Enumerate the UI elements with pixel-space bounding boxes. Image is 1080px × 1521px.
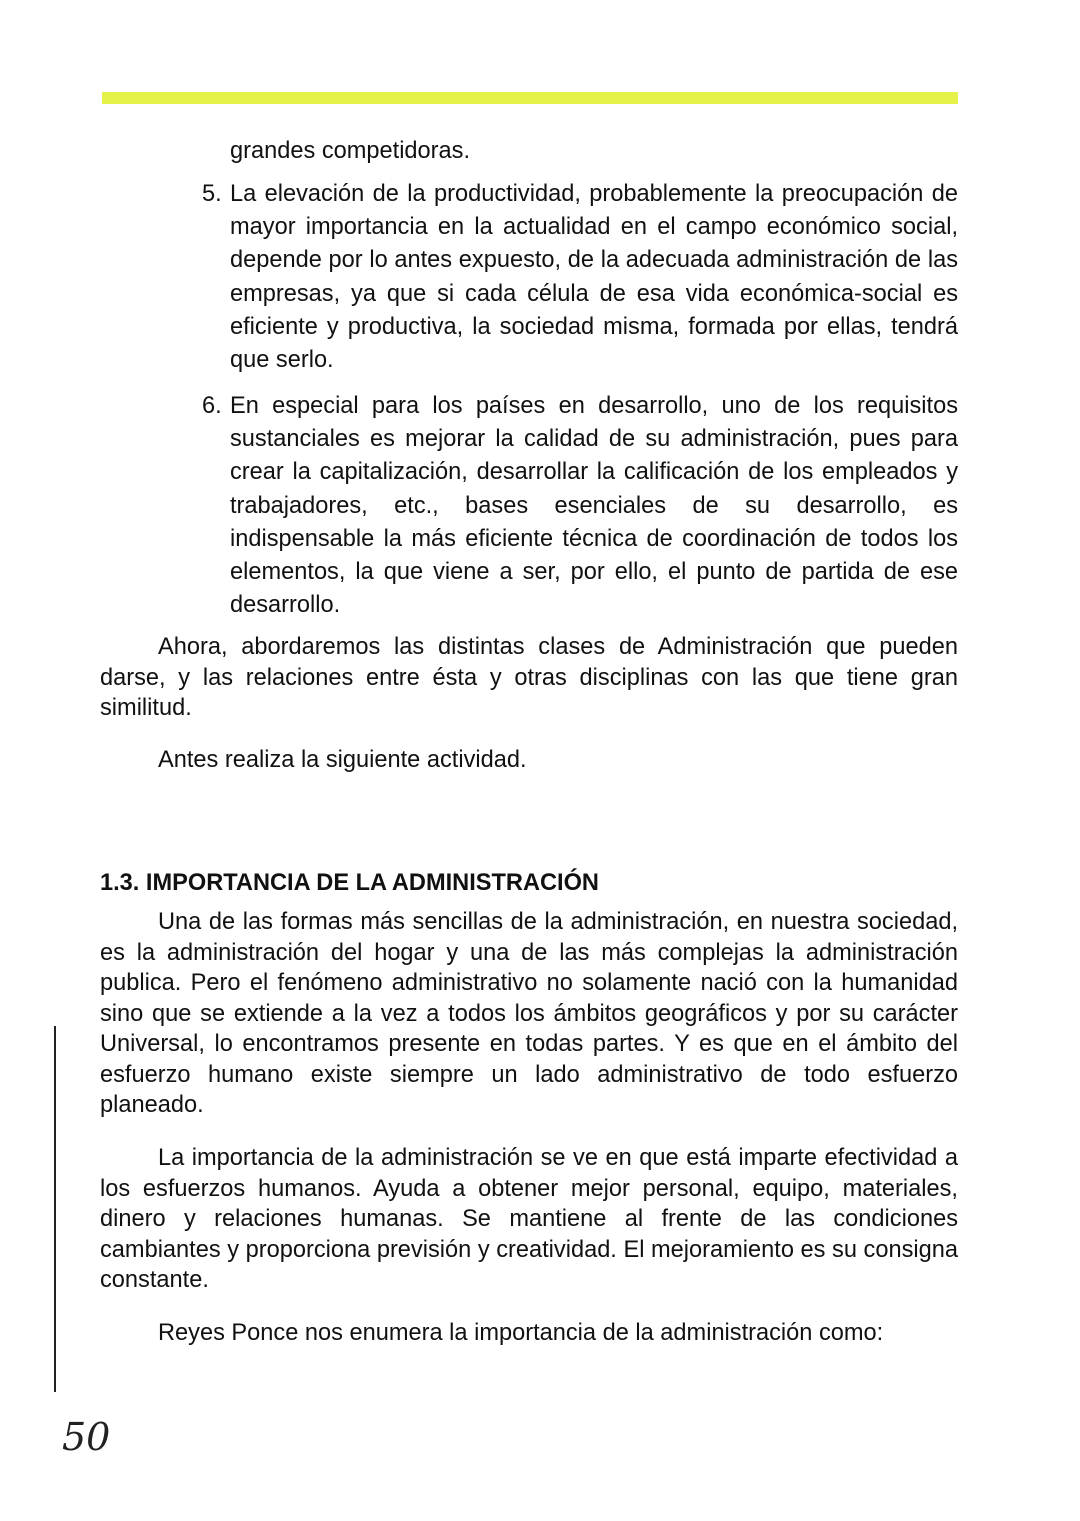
list-item-5 [202,178,958,377]
list-item-number: 6. [202,393,222,419]
list-item-6 [202,390,958,622]
intro-paragraph: Ahora, abordaremos las distintas clases de Administración que pueden darse, y las relaciones entre ésta y otras disciplinas con las que tiene gran similitud. [100,634,958,721]
page-number: 50 [62,1415,111,1459]
section-paragraph-3: Reyes Ponce nos enumera la importancia de la administración como: [158,1320,884,1346]
section-paragraph-1: Una de las formas más sencillas de la administración, en nuestra sociedad, es la administración del hogar y una de las más complejas la administración publica. Pero el fenómeno administrativo no solamente nació con la humanidad sino que se extiende a la vez a todos los ámbitos geográficos y por su carácter Universal, lo encontramos presente en todas partes. Y es que en el ámbito del esfuerzo humano existe siempre un lado administrativo de todo esfuerzo planeado. [100,909,958,1118]
margin-rule [54,1026,56,1392]
list-item-text: La elevación de la productividad, probablemente la preocupación de mayor importancia en la actualidad en el campo económico social, depende por lo antes expuesto, de la adecuada administración de las empresas, ya que si cada célula de esa vida económica-social es eficiente y productiva, la sociedad misma, formada por ellas, tendrá que serlo. [230,181,958,374]
list-continuation: grandes competidoras. [230,138,471,164]
section-paragraph-2: La importancia de la administración se ve en que está imparte efectividad a los esfuerzos humanos. Ayuda a obtener mejor personal, equipo, materiales, dinero y relaciones humanas. Se mantiene al frente de las condiciones cambiantes y proporciona previsión y creatividad. El mejoramiento es su consigna constante. [100,1145,958,1293]
list-item-number: 5. [202,181,222,207]
section-heading: 1.3. IMPORTANCIA DE LA ADMINISTRACIÓN [100,870,599,896]
list-item-text: En especial para los países en desarrollo, uno de los requisitos sustanciales es mejorar la calidad de su administración, pues para crear la capitalización, desarrollar la calificación de los empleados y trabajadores, etc., bases esenciales de su desarrollo, es indispensable la más eficiente técnica de coordinación de todos los elementos, la que viene a ser, por ello, el punto de partida de ese desarrollo. [230,393,958,619]
activity-paragraph: Antes realiza la siguiente actividad. [158,747,527,773]
header-accent-bar [102,92,958,104]
